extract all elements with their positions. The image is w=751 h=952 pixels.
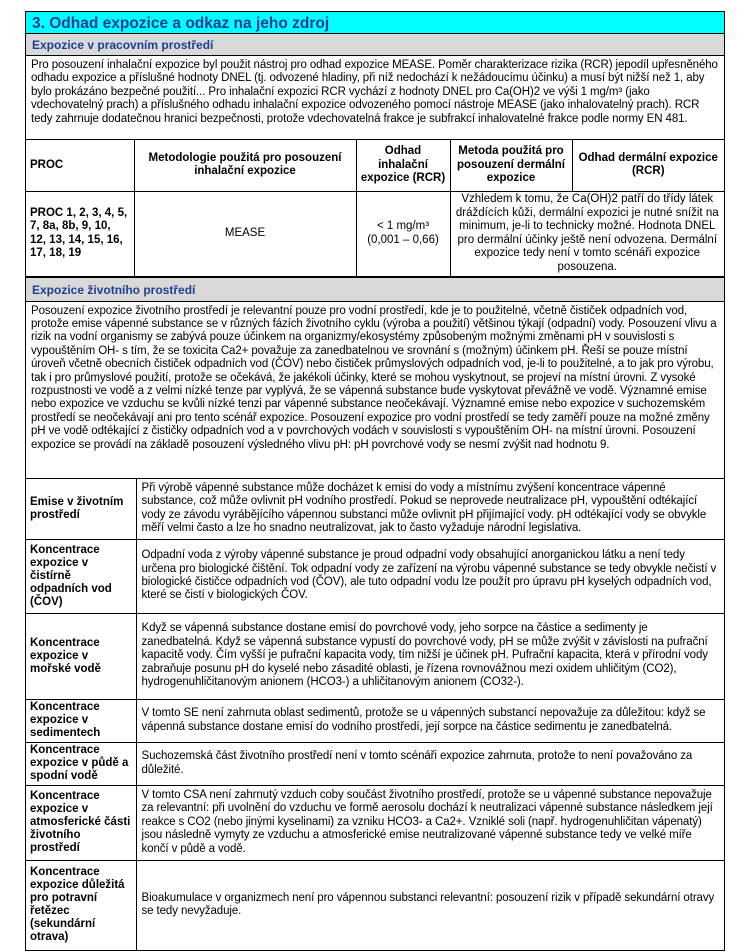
dermal-assessment: Vzhledem k tomu, že Ca(OH)2 patří do třídy látek dráždících kůži, dermální expozici je nutné snížit na minimum, je-li to technicky možné. Hodnota DNEL pro dermální účinky ještě není odvozena. Dermální expozice tedy není v tomto scénáři expozice posouzena.: [450, 191, 724, 276]
env-row-text: Když se vápenná substance dostane emisí do povrchové vody, jeho sorpce na částice a sedimenty je zanedbatelná. Když se vápenná substance vypustí do povrchové vody, pH se může zvýšit v závislosti na pufrační kapacitě vody. Čím vyšší je pufrační kapacita vody, tím nižší je účinek pH. Pufrační kapacita, která v přírodní vody zabraňuje posunu pH do kyselé nebo zásadité oblasti, je řízena rovnovážnou mezi oxidem uhličitým (CO2), hydrogenuhličitanovým anionem (HCO3-) a uhličitanovým anionem (CO32-).: [136, 613, 724, 699]
env-row-text: Suchozemská část životního prostředí není v tomto scénáři expozice zahrnuta, protože to není považováno za důležité.: [136, 742, 724, 785]
header-dermal-estimate: Odhad dermální expozice (RCR): [572, 140, 724, 191]
inhal-estimate: [356, 191, 450, 276]
proc-table-header-row: [26, 140, 724, 191]
env-row: [26, 539, 724, 613]
inhal-value: < 1 mg/m³: [376, 220, 430, 232]
proc-table: [26, 140, 724, 277]
proc-list: PROC 1, 2, 3, 4, 5, 7, 8a, 8b, 9, 10, 12, 13, 14, 15, 16, 17, 18, 19: [26, 191, 134, 276]
env-row-label: Koncentrace expozice v atmosferické části životního prostředí: [26, 785, 136, 860]
env-row-label: Koncentrace expozice důležitá pro potravní řetězec (sekundární otrava): [26, 860, 136, 950]
env-row-label: Emise v životním prostředí: [26, 478, 136, 539]
env-row-text: Při výrobě vápenné substance může docházet k emisi do vody a místnímu zvýšení koncentrace vápenné substance, což může ovlivnit pH vodního prostředí. Pokud se neprovede neutralizace pH, vypouštění odtékající vody ze závodu vyrábějícího vápennou substanci může ovlivnit pH přijímající vody. pH odtékající vody se obvykle měří velmi často a lze ho snadno neutralizovat, jak to často vyžaduje národní legislativa.: [136, 478, 724, 539]
env-row: [26, 699, 724, 742]
header-inhal-estimate: Odhad inhalační expozice (RCR): [356, 140, 450, 191]
header-dermal-method: Metoda použitá pro posouzení dermální expozice: [450, 140, 572, 191]
env-row-label: Koncentrace expozice v půdě a spodní vodě: [26, 742, 136, 785]
env-row: [26, 785, 724, 860]
env-row: [26, 742, 724, 785]
workplace-intro: Pro posouzení inhalační expozice byl použit nástroj pro odhad expozice MEASE. Poměr charakterizace rizika (RCR) jepodíl upřesněného odhadu expozice a příslušné hodnoty DNEL (tj. odvozené hladiny, při níž nedochází k nežádoucímu účinku) a musí být nižší než 1, aby bylo prokázáno bezpečné použití... Pro inhalační expozici RCR vychází z hodnoty DNEL pro Ca(OH)2 ve výši 1 mg/m³ (jako vdechovatelný prach) a příslušného odhadu inhalační expozice odvozeného pomocí nástroje MEASE (jako inhalovatelný prach). RCR tedy zahrnuje dodatečnou hranici bezpečnosti, protože vdechovatelná frakce je subfrakcí inhalovatelné frakce podle normy EN 481.: [26, 56, 724, 140]
env-row: [26, 478, 724, 539]
env-row: [26, 860, 724, 950]
env-row-text: V tomto CSA není zahrnutý vzduch coby součást životního prostředí, protože se u vápenné substance nepovažuje za relevantní: při uvolnění do vzduchu ve formě aerosolu dochází k neutralizaci vápenné substance následkem její reakce s CO2 (nebo jinými kyselinami) za vzniku HCO3- a Ca2+. Vzniklé soli (např. hydrogenuhličitan vápenatý) jsou následně vymyty ze vzduchu a atmosferické emise neutralizované vápenné substance tedy ve velké míře končí v půdě a vodě.: [136, 785, 724, 860]
env-row-label: Koncentrace expozice v sedimentech: [26, 699, 136, 742]
environment-table: [26, 478, 724, 951]
proc-table-row: [26, 191, 724, 276]
env-row-text: V tomto SE není zahrnuta oblast sedimentů, protože se u vápenných substancí nepovažuje za důležitou: když se vápenná substance dostane emisí do vodního prostředí, její sorpce na částice sedimentu je zanedbatelná.: [136, 699, 724, 742]
environment-intro: Posouzení expozice životního prostředí je relevantní pouze pro vodní prostředí, kde je to použitelné, včetně čističek odpadních vod, protože emise vápenné substance se v různých fázích životního cyklu (výroba a použití) většinou týkají (odpadní) vody. Posouzení vlivu a rizik na vodní organismy se zabývá pouze účinkem na organizmy/ekosystémy způsobeným možnými změnami pH v souvislosti s vypouštěním OH- s tím, že se toxicita Ca2+ považuje za zanedbatelnou ve srovnání s (možným) účinkem pH. Řeší se pouze místní úroveň včetně obecních čističek odpadních vod (ČOV) nebo čističek průmyslových odpadních vod, je-li to použitelné, a to jak pro výrobu, tak i pro průmyslové použití, protože se očekává, že jakékoli účinky, které se mohou vyskytnout, se projeví na místní úrovni. Z vysoké rozpustnosti ve vodě a z velmi nízké tenze par vyplývá, že se vápenná substance bude vyskytovat převážně ve vodě. Významné emise nebo expozice ve vzduchu se kvůli nízké tenzi par vápenné substance neočekávají. Významné emise nebo expozice v suchozemském prostředí se neočekávají ani pro tento scénář expozice. Posouzení expozice pro vodní prostředí se tedy zaměří pouze na možné změny pH ve vodě odtékající z čističky odpadních vod a v povrchových vodách v souvislosti s vypouštěním OH- na místní úrovni. Posouzení expozice se provádí na základě posouzení výsledného vlivu pH: pH povrchové vody se nesmí zvýšit nad hodnotu 9.: [31, 304, 717, 451]
inhal-method: MEASE: [134, 191, 356, 276]
env-row-label: Koncentrace expozice v mořské vodě: [26, 613, 136, 699]
header-inhal-method: Metodologie použitá pro posouzení inhalační expozice: [134, 140, 356, 191]
env-row-label: Koncentrace expozice v čistírně odpadních vod (ČOV): [26, 539, 136, 613]
env-row: [26, 613, 724, 699]
env-row-text: Odpadní voda z výroby vápenné substance je proud odpadní vody obsahující anorganickou látku a není tedy určena pro biologické čištění. Tok odpadní vody ze zařízení na výrobu vápenné substance se tedy obvykle nečistí v biologické čističce odpadních vod (ČOV), ale tuto odpadní vodu lze použít pro úpravu pH kyselých odpadních vod, které se čistí v biologických ČOV.: [136, 539, 724, 613]
env-row-text: Bioakumulace v organizmech není pro vápennou substanci relevantní: posouzení rizik v případě sekundární otravy se tedy nevyžaduje.: [136, 860, 724, 950]
environment-header: Expozice životního prostředí: [26, 277, 724, 302]
workplace-header: Expozice v pracovním prostředí: [26, 34, 724, 56]
exposure-section: [25, 11, 725, 951]
inhal-rcr: (0,001 – 0,66): [367, 233, 439, 246]
section-title: 3. Odhad expozice a odkaz na jeho zdroj: [26, 11, 724, 34]
header-proc: PROC: [26, 140, 134, 191]
